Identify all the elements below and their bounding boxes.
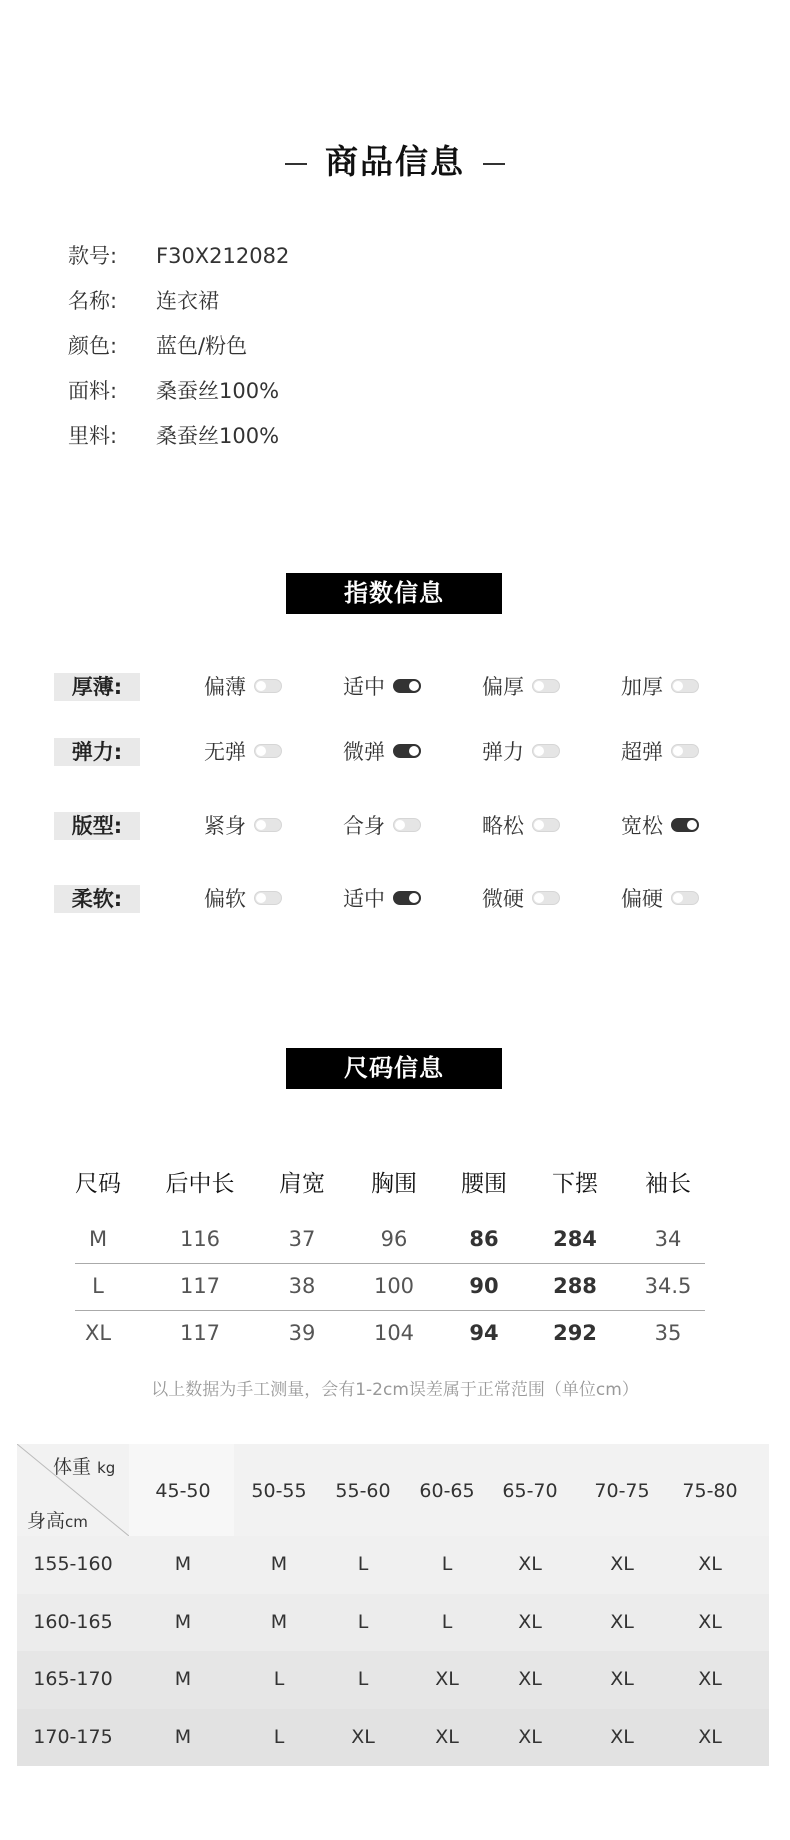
size-info-banner: 尺码信息 — [286, 1048, 502, 1089]
weight-header-cell: 55-60 — [335, 1480, 391, 1502]
option-label: 偏软 — [204, 887, 246, 911]
info-row-color — [68, 330, 247, 360]
fit-size-cell: XL — [610, 1725, 634, 1748]
option-label: 偏硬 — [621, 887, 663, 911]
info-label: 面料: — [68, 379, 118, 403]
index-option-thickness[interactable] — [343, 673, 421, 701]
size-cell: M — [88, 1227, 108, 1251]
toggle-on-icon[interactable] — [393, 891, 421, 905]
corner-weight-unit: kg — [97, 1459, 116, 1477]
info-label: 名称: — [68, 289, 118, 313]
toggle-off-icon[interactable] — [532, 891, 560, 905]
fit-size-cell: XL — [698, 1668, 722, 1690]
fit-size-cell: XL — [610, 1610, 634, 1633]
title-dash-left — [285, 163, 307, 165]
toggle-off-icon[interactable] — [671, 891, 699, 905]
corner-height-label — [27, 1506, 88, 1533]
option-label: 偏薄 — [204, 675, 246, 699]
size-note: 以上数据为手工测量，会有1-2cm误差属于正常范围（单位cm） — [151, 1380, 639, 1400]
height-cell: 170-175 — [33, 1725, 113, 1748]
toggle-off-icon[interactable] — [671, 679, 699, 693]
option-label: 宽松 — [621, 814, 663, 838]
info-row-style-no — [68, 240, 289, 270]
size-cell: L — [92, 1274, 104, 1298]
toggle-off-icon[interactable] — [671, 744, 699, 758]
index-option-softness[interactable] — [621, 885, 699, 913]
index-option-fit[interactable] — [482, 812, 560, 840]
product-info-title-text: 商品信息 — [325, 142, 465, 181]
index-option-elasticity[interactable] — [343, 738, 421, 766]
fit-size-cell: L — [357, 1610, 369, 1633]
corner-height-unit: cm — [65, 1513, 88, 1531]
index-option-fit[interactable] — [343, 812, 421, 840]
option-label: 超弹 — [621, 740, 663, 764]
info-value: F30X212082 — [156, 244, 290, 268]
option-label: 微弹 — [343, 740, 385, 764]
fit-size-cell: XL — [610, 1668, 634, 1690]
toggle-off-icon[interactable] — [532, 679, 560, 693]
weight-header-cell: 75-80 — [682, 1480, 738, 1502]
info-value: 蓝色/粉色 — [156, 334, 248, 358]
toggle-on-icon[interactable] — [671, 818, 699, 832]
height-cell: 155-160 — [33, 1553, 113, 1575]
corner-weight-text: 体重 — [53, 1456, 92, 1478]
fit-size-cell: XL — [698, 1610, 722, 1633]
option-label: 合身 — [343, 814, 385, 838]
fit-size-cell: L — [357, 1553, 369, 1575]
fit-size-cell: L — [357, 1668, 369, 1690]
option-label: 微硬 — [482, 887, 524, 911]
option-label: 偏厚 — [482, 675, 524, 699]
fit-size-cell: M — [270, 1610, 288, 1633]
weight-header-cell: 50-55 — [251, 1480, 307, 1502]
toggle-off-icon[interactable] — [532, 744, 560, 758]
index-option-thickness[interactable] — [204, 673, 282, 701]
corner-height-text: 身高 — [27, 1510, 66, 1532]
index-option-elasticity[interactable] — [482, 738, 560, 766]
info-row-name — [68, 285, 219, 315]
index-option-thickness[interactable] — [482, 673, 560, 701]
option-label: 略松 — [482, 814, 524, 838]
size-cell: 104 — [373, 1321, 415, 1345]
fit-size-cell: XL — [518, 1725, 542, 1748]
info-value: 桑蚕丝100% — [156, 424, 280, 448]
fit-size-cell: XL — [518, 1610, 542, 1633]
weight-header-cell: 60-65 — [419, 1480, 475, 1502]
index-info-banner: 指数信息 — [286, 573, 502, 614]
size-cell: 34.5 — [644, 1274, 692, 1298]
index-option-elasticity[interactable] — [621, 738, 699, 766]
size-cell: 90 — [469, 1274, 499, 1298]
fit-size-cell: M — [270, 1553, 288, 1575]
size-cell: 292 — [553, 1321, 597, 1345]
index-option-thickness[interactable] — [621, 673, 699, 701]
size-cell: 288 — [553, 1274, 597, 1298]
size-cell: 117 — [179, 1274, 221, 1298]
fit-size-cell: XL — [518, 1553, 542, 1575]
corner-weight-label — [53, 1452, 115, 1479]
option-label: 紧身 — [204, 814, 246, 838]
fit-size-cell: XL — [435, 1725, 459, 1748]
product-info-title — [0, 136, 790, 183]
size-cell: 116 — [179, 1227, 221, 1251]
fit-size-cell: M — [174, 1725, 192, 1748]
size-header-cell: 肩宽 — [279, 1171, 325, 1197]
size-header-cell: 后中长 — [165, 1171, 235, 1197]
weight-header-cell: 70-75 — [594, 1480, 650, 1502]
size-header-cell: 腰围 — [461, 1171, 507, 1197]
toggle-off-icon[interactable] — [254, 891, 282, 905]
height-cell: 160-165 — [33, 1610, 113, 1633]
fit-size-cell: L — [441, 1553, 453, 1575]
info-label: 颜色: — [68, 334, 118, 358]
size-cell: 94 — [469, 1321, 499, 1345]
fit-size-cell: M — [174, 1668, 192, 1690]
size-cell: 39 — [288, 1321, 316, 1345]
option-label: 加厚 — [621, 675, 663, 699]
fit-grid — [17, 1444, 769, 1766]
index-option-softness[interactable] — [204, 885, 282, 913]
index-option-softness[interactable] — [343, 885, 421, 913]
weight-header-cell: 45-50 — [155, 1480, 211, 1502]
index-label-thickness: 厚薄: — [54, 673, 140, 701]
fit-size-cell: XL — [698, 1725, 722, 1748]
fit-size-cell: M — [174, 1610, 192, 1633]
index-option-softness[interactable] — [482, 885, 560, 913]
size-cell: 117 — [179, 1321, 221, 1345]
size-cell: 96 — [380, 1227, 408, 1251]
fit-size-cell: XL — [435, 1668, 459, 1690]
fit-size-cell: XL — [351, 1725, 375, 1748]
size-cell: 100 — [373, 1274, 415, 1298]
info-row-lining — [68, 420, 279, 450]
size-row-divider — [75, 1310, 705, 1311]
height-cell: 165-170 — [33, 1668, 113, 1690]
toggle-on-icon[interactable] — [393, 744, 421, 758]
size-cell: 37 — [288, 1227, 316, 1251]
index-label-softness: 柔软: — [54, 885, 140, 913]
toggle-off-icon[interactable] — [254, 679, 282, 693]
fit-size-cell: L — [273, 1725, 285, 1748]
toggle-off-icon[interactable] — [254, 818, 282, 832]
index-option-fit[interactable] — [621, 812, 699, 840]
index-label-elasticity: 弹力: — [54, 738, 140, 766]
index-option-fit[interactable] — [204, 812, 282, 840]
size-cell: 86 — [469, 1227, 499, 1251]
size-cell: 35 — [654, 1321, 682, 1345]
size-cell: 284 — [553, 1227, 597, 1251]
info-row-fabric — [68, 375, 279, 405]
title-dash-right — [483, 163, 505, 165]
fit-size-cell: L — [273, 1668, 285, 1690]
weight-header-cell: 65-70 — [502, 1480, 558, 1502]
option-label: 弹力 — [482, 740, 524, 764]
size-cell: 38 — [288, 1274, 316, 1298]
info-label: 款号: — [68, 244, 118, 268]
size-cell: 34 — [654, 1227, 682, 1251]
info-label: 里料: — [68, 424, 118, 448]
option-label: 适中 — [343, 887, 385, 911]
size-row-divider — [75, 1263, 705, 1264]
toggle-on-icon[interactable] — [393, 679, 421, 693]
toggle-off-icon[interactable] — [393, 818, 421, 832]
fit-size-cell: XL — [518, 1668, 542, 1690]
size-cell: XL — [84, 1321, 112, 1345]
index-option-elasticity[interactable] — [204, 738, 282, 766]
size-header-cell: 尺码 — [75, 1171, 121, 1197]
option-label: 无弹 — [204, 740, 246, 764]
toggle-off-icon[interactable] — [254, 744, 282, 758]
info-value: 连衣裙 — [156, 289, 219, 313]
size-header-cell: 下摆 — [552, 1171, 598, 1197]
index-label-fit: 版型: — [54, 812, 140, 840]
fit-size-cell: XL — [610, 1553, 634, 1575]
fit-size-cell: M — [174, 1553, 192, 1575]
size-header-cell: 袖长 — [645, 1171, 691, 1197]
fit-size-cell: XL — [698, 1553, 722, 1575]
size-header-cell: 胸围 — [371, 1171, 417, 1197]
info-value: 桑蚕丝100% — [156, 379, 280, 403]
option-label: 适中 — [343, 675, 385, 699]
fit-size-cell: L — [441, 1610, 453, 1633]
toggle-off-icon[interactable] — [532, 818, 560, 832]
